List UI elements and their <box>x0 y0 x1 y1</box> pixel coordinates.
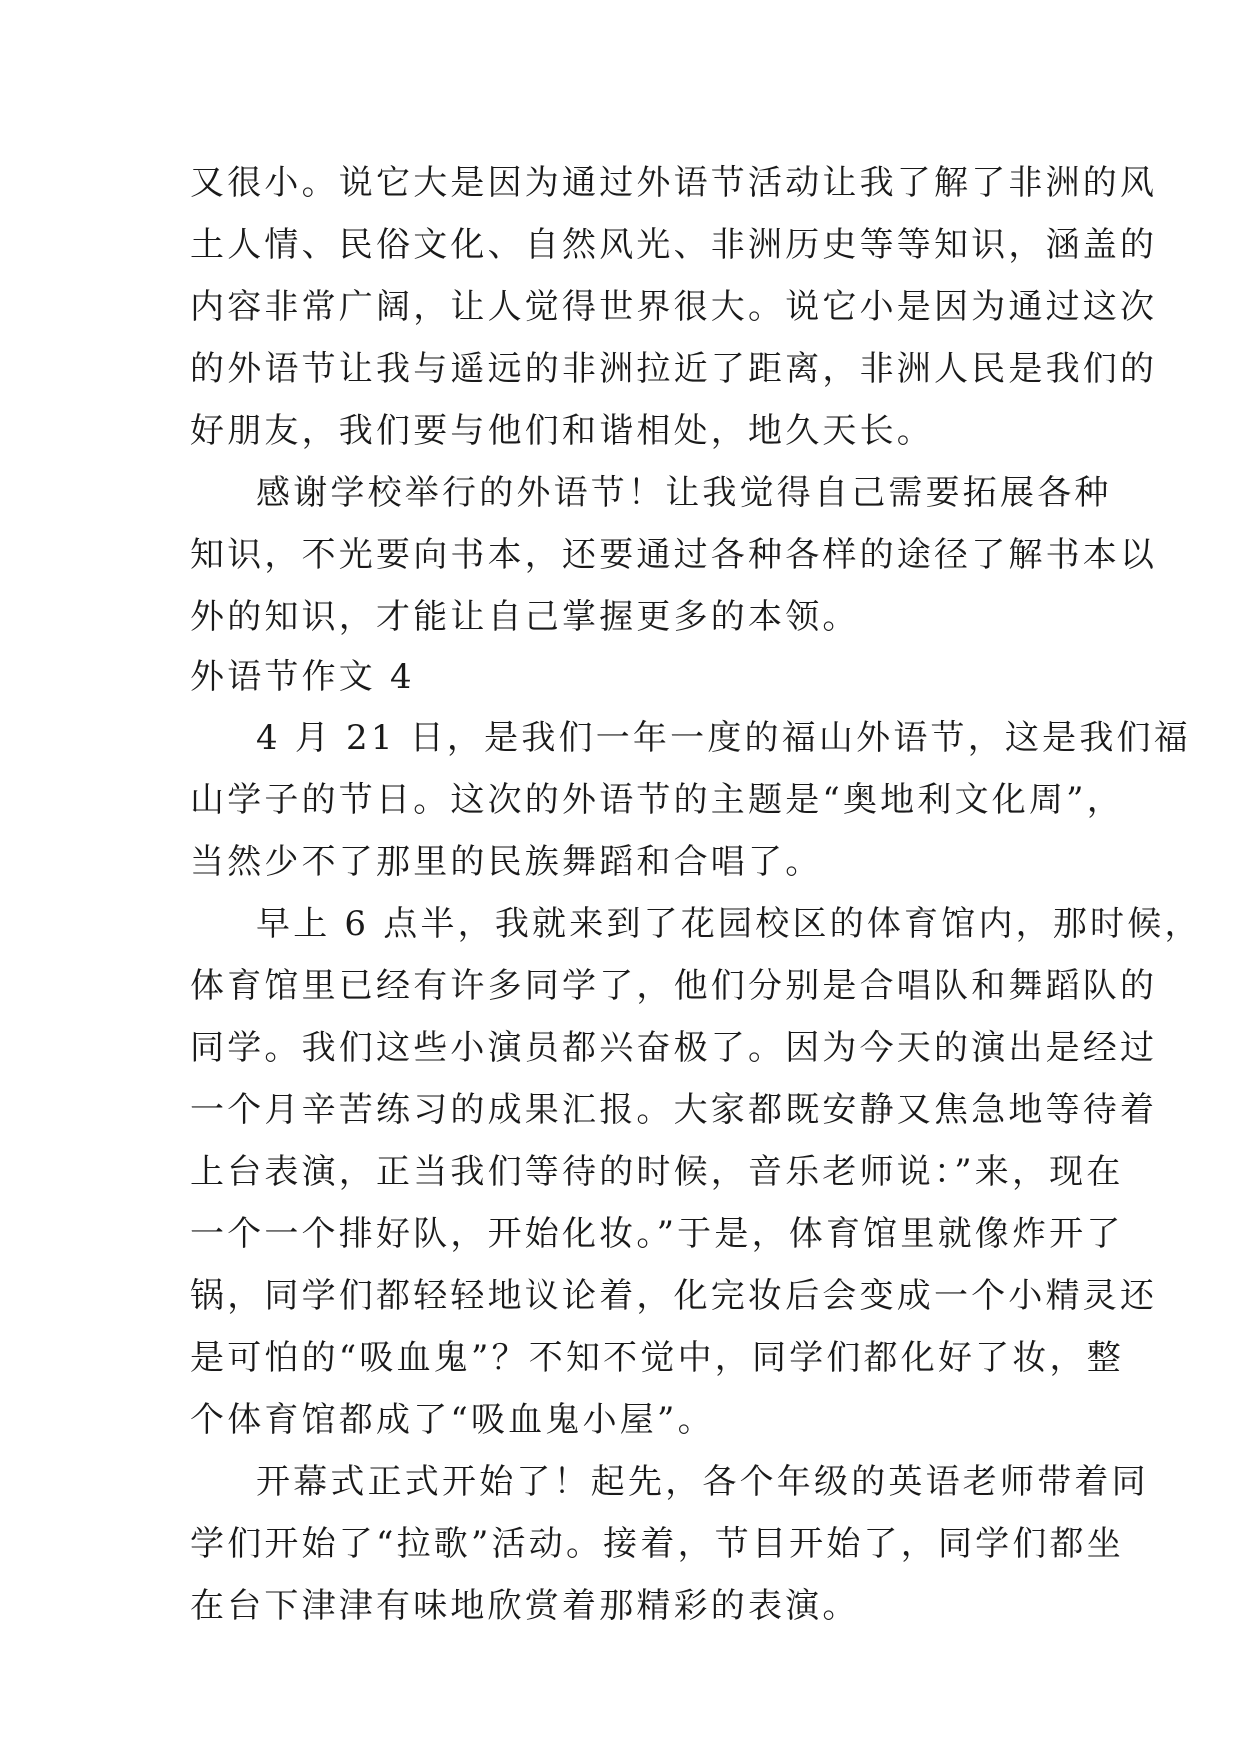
text-line: 早上 6 点半，我就来到了花园校区的体育馆内，那时候， <box>256 904 1202 944</box>
text-line: 学们开始了“拉歌”活动。接着，节目开始了，同学们都坐 <box>190 1524 1124 1564</box>
text-line: 锅，同学们都轻轻地议论着，化完妆后会变成一个小精灵还 <box>190 1276 1158 1316</box>
text-line: 又很小。说它大是因为通过外语节活动让我了解了非洲的风 <box>190 163 1158 203</box>
text-line: 个体育馆都成了“吸血鬼小屋”。 <box>190 1400 715 1440</box>
text-line: 当然少不了那里的民族舞蹈和合唱了。 <box>190 842 823 882</box>
text-line: 土人情、民俗文化、自然风光、非洲历史等等知识，涵盖的 <box>190 225 1158 265</box>
text-line: 山学子的节日。这次的外语节的主题是“奥地利文化周”， <box>190 780 1124 820</box>
text-line: 外的知识，才能让自己掌握更多的本领。 <box>190 597 860 637</box>
text-line: 同学。我们这些小演员都兴奋极了。因为今天的演出是经过 <box>190 1028 1158 1068</box>
text-line: 的外语节让我与遥远的非洲拉近了距离，非洲人民是我们的 <box>190 349 1158 389</box>
text-line: 上台表演，正当我们等待的时候，音乐老师说：”来，现在 <box>190 1152 1124 1192</box>
text-line: 4 月 21 日，是我们一年一度的福山外语节，这是我们福 <box>256 718 1191 758</box>
text-line: 知识，不光要向书本，还要通过各种各样的途径了解书本以 <box>190 535 1158 575</box>
text-line: 体育馆里已经有许多同学了，他们分别是合唱队和舞蹈队的 <box>190 966 1158 1006</box>
text-line: 好朋友，我们要与他们和谐相处，地久天长。 <box>190 411 934 451</box>
text-line: 内容非常广阔，让人觉得世界很大。说它小是因为通过这次 <box>190 287 1158 327</box>
text-line: 一个月辛苦练习的成果汇报。大家都既安静又焦急地等待着 <box>190 1090 1158 1130</box>
text-line: 是可怕的“吸血鬼”？不知不觉中，同学们都化好了妆，整 <box>190 1338 1124 1378</box>
text-line: 一个一个排好队，开始化妆。”于是，体育馆里就像炸开了 <box>190 1214 1124 1254</box>
section-heading: 外语节作文 4 <box>190 657 415 697</box>
text-line: 开幕式正式开始了！起先，各个年级的英语老师带着同 <box>256 1462 1149 1502</box>
text-line: 在台下津津有味地欣赏着那精彩的表演。 <box>190 1586 860 1626</box>
text-line: 感谢学校举行的外语节！让我觉得自己需要拓展各种 <box>256 473 1112 513</box>
